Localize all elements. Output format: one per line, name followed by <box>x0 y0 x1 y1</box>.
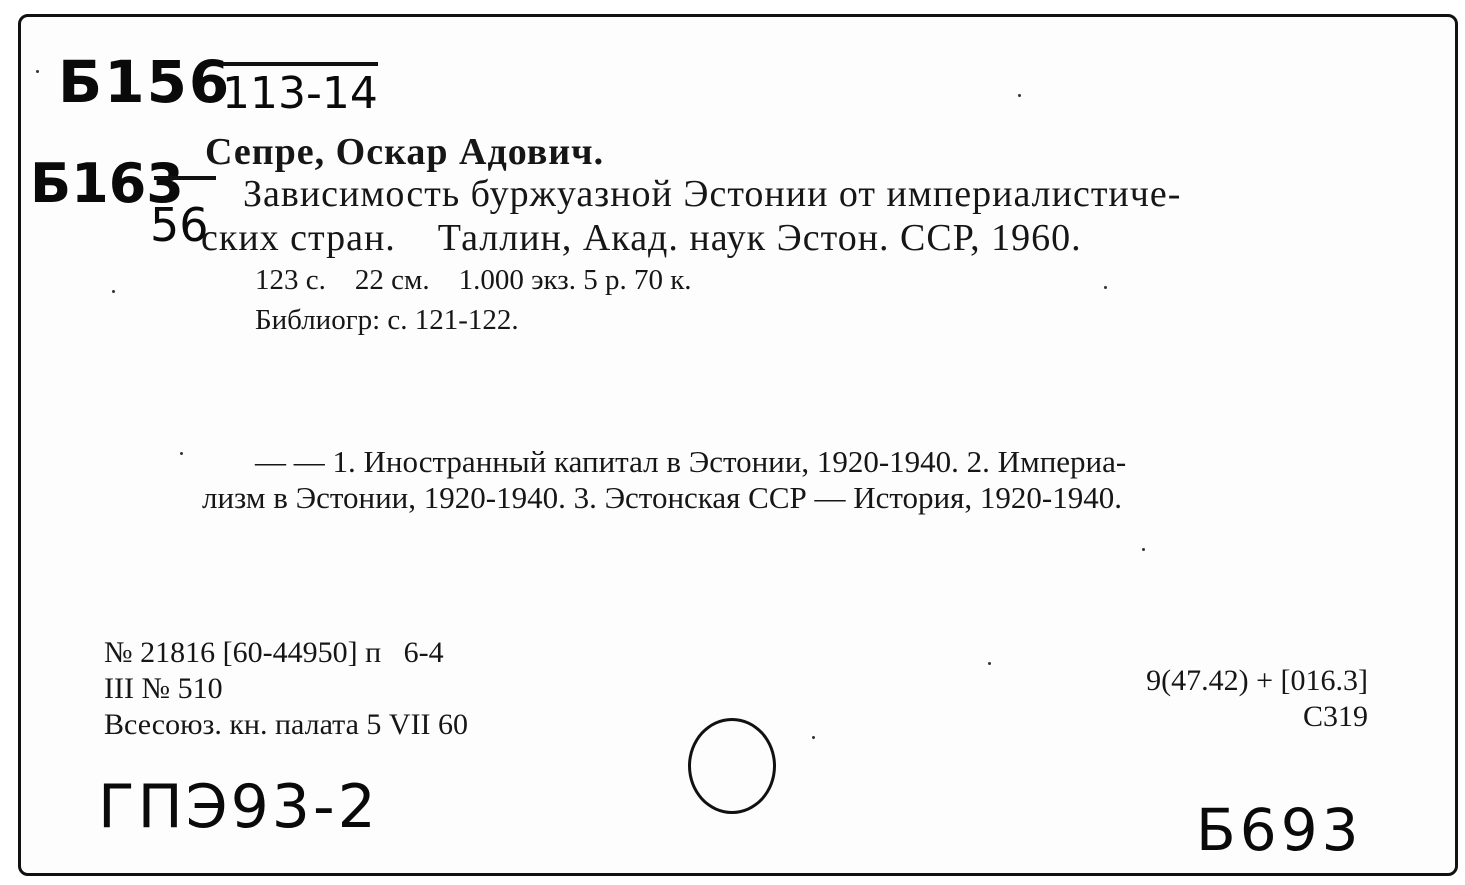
physical-description: 123 с. 22 см. 1.000 экз. 5 р. 70 к. <box>255 264 692 296</box>
scan-speck <box>180 452 183 455</box>
title-line-1: Зависимость буржуазной Эстонии от империалистиче- <box>243 173 1182 215</box>
title-line-2: ских стран. Таллин, Акад. наук Эстон. ССР, 1960. <box>201 217 1082 259</box>
scan-speck <box>988 662 991 665</box>
handwritten-shelf-code-mid: Б163 <box>30 152 184 215</box>
chamber-imprint: Всесоюз. кн. палата 5 VII 60 <box>104 708 469 741</box>
handwritten-circle-mark <box>688 718 776 814</box>
handwritten-code-bottom-right: Б693 <box>1196 796 1363 864</box>
handwritten-shelf-number-top: 113-14 <box>222 62 378 119</box>
record-number: № 21816 [60-44950] п 6-4 <box>104 636 444 669</box>
scan-speck <box>1142 548 1145 551</box>
scan-speck <box>36 70 39 73</box>
author-mark: С319 <box>1302 700 1368 733</box>
scan-speck <box>1018 94 1021 97</box>
series-number: III № 510 <box>104 672 223 705</box>
handwritten-fraction-bar <box>154 176 216 180</box>
scan-speck <box>1104 286 1107 289</box>
handwritten-shelf-number-mid: 56 <box>150 198 209 252</box>
scan-speck <box>812 736 815 739</box>
scan-speck <box>112 290 115 293</box>
handwritten-shelf-code-top: Б156 <box>58 48 232 116</box>
handwritten-code-bottom-left: ГПЭ93-2 <box>98 772 379 842</box>
author-heading: Сепре, Оскар Адович. <box>205 131 605 173</box>
bibliography-note: Библиогр: с. 121-122. <box>255 304 519 336</box>
subject-headings-line-1: — — 1. Иностранный капитал в Эстонии, 1920-1940. 2. Империа- <box>255 444 1127 479</box>
classification-code: 9(47.42) + [016.3] <box>1146 664 1368 697</box>
subject-headings-line-2: лизм в Эстонии, 1920-1940. 3. Эстонская ССР — История, 1920-1940. <box>202 480 1122 515</box>
